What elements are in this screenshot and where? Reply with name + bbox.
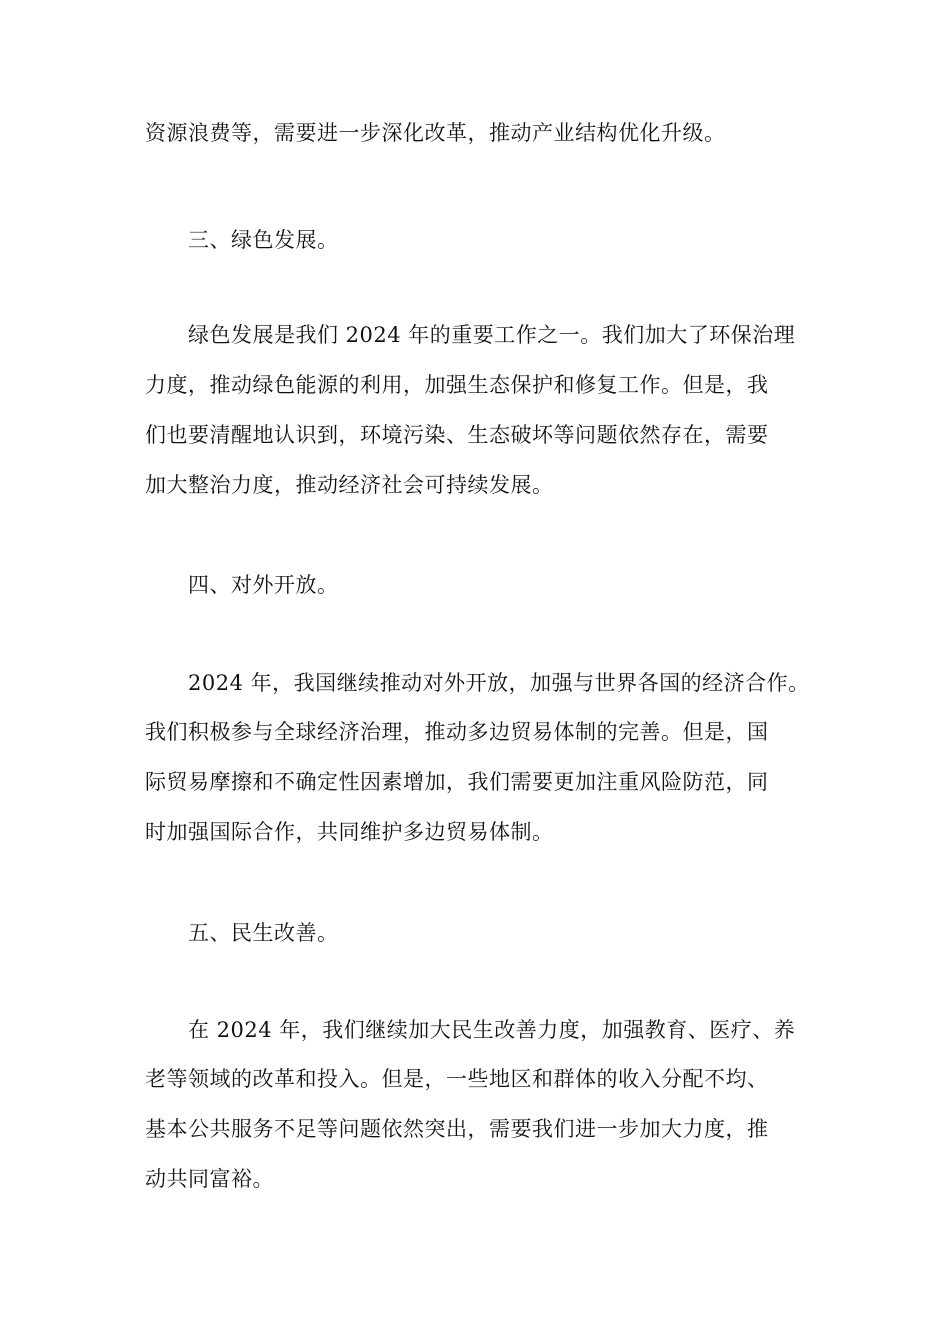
section-heading: 三、绿色发展。 [188,228,339,252]
paragraph-line: 老等领域的改革和投入。但是，一些地区和群体的收入分配不均、 [145,1067,769,1091]
paragraph-line: 加大整治力度，推动经济社会可持续发展。 [145,473,554,497]
paragraph-line: 绿色发展是我们 2024 年的重要工作之一。我们加大了环保治理 [188,323,796,347]
paragraph-line: 时加强国际合作，共同维护多边贸易体制。 [145,820,554,844]
paragraph-line: 资源浪费等，需要进一步深化改革，推动产业结构优化升级。 [145,121,726,145]
paragraph-line: 们也要清醒地认识到，环境污染、生态破坏等问题依然存在，需要 [145,423,769,447]
paragraph-line: 力度，推动绿色能源的利用，加强生态保护和修复工作。但是，我 [145,373,769,397]
paragraph-line: 2024 年，我国继续推动对外开放，加强与世界各国的经济合作。 [188,671,810,695]
paragraph-line: 在 2024 年，我们继续加大民生改善力度，加强教育、医疗、养 [188,1018,796,1042]
paragraph-line: 我们积极参与全球经济治理，推动多边贸易体制的完善。但是，国 [145,720,769,744]
section-heading: 四、对外开放。 [188,573,339,597]
paragraph-line: 动共同富裕。 [145,1167,274,1191]
paragraph-line: 基本公共服务不足等问题依然突出，需要我们进一步加大力度，推 [145,1117,769,1141]
section-heading: 五、民生改善。 [188,921,339,945]
paragraph-line: 际贸易摩擦和不确定性因素增加，我们需要更加注重风险防范，同 [145,770,769,794]
